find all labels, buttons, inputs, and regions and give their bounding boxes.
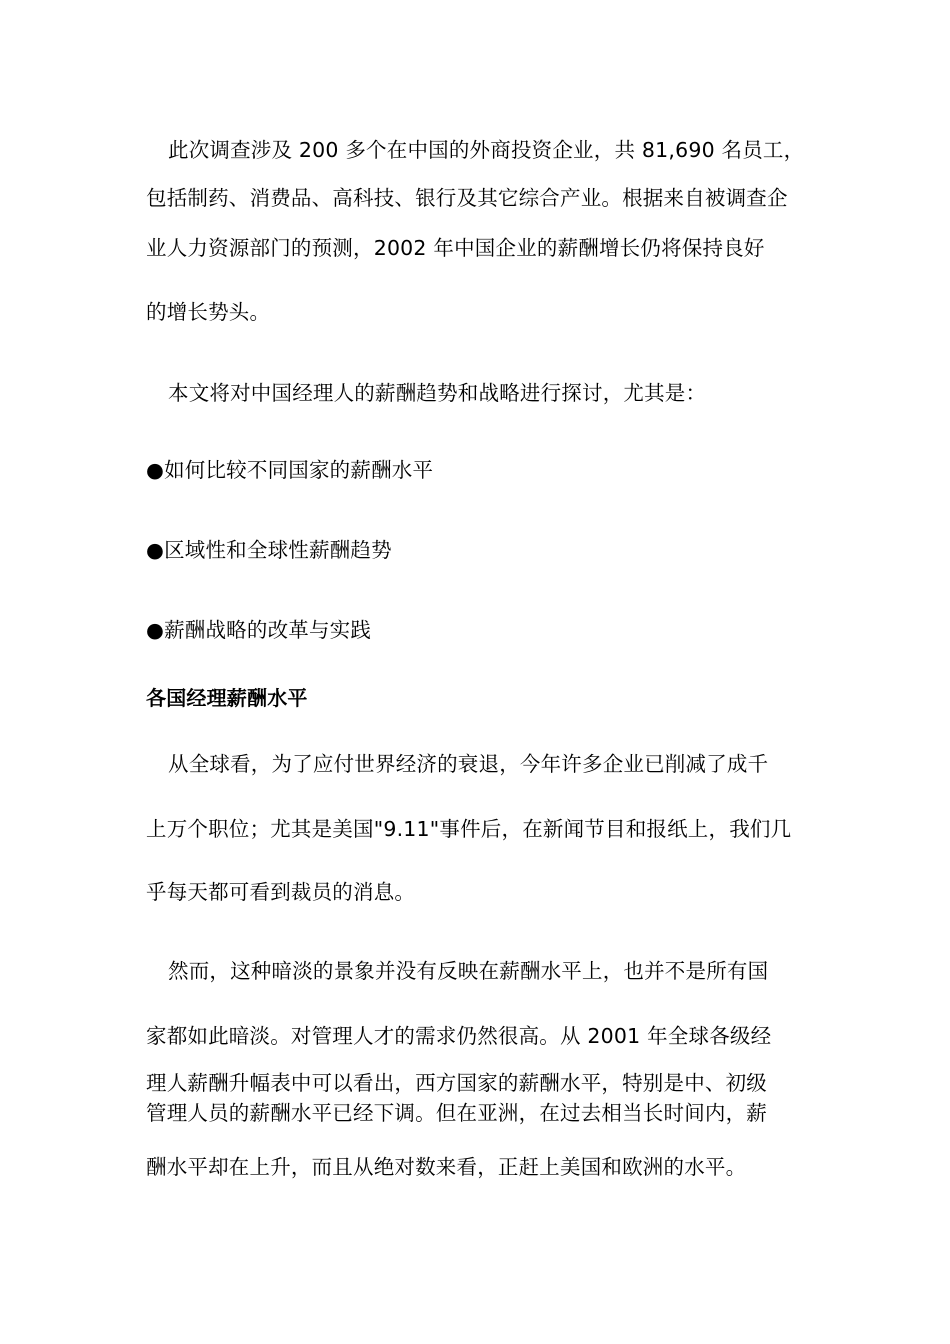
section-heading: 各国经理薪酬水平	[146, 686, 308, 710]
paragraph-1-line-1: 此次调查涉及 200 多个在中国的外商投资企业，共 81,690 名员工，	[168, 138, 805, 162]
paragraph-1-line-4: 的增长势头。	[146, 300, 271, 324]
paragraph-3-line-1: 从全球看，为了应付世界经济的衰退，今年许多企业已削减了成千	[168, 752, 769, 776]
paragraph-2: 本文将对中国经理人的薪酬趋势和战略进行探讨，尤其是：	[168, 381, 707, 405]
bullet-item-2: ●区域性和全球性薪酬趋势	[146, 538, 392, 562]
bullet-item-1: ●如何比较不同国家的薪酬水平	[146, 458, 434, 482]
paragraph-4-line-3: 理人薪酬升幅表中可以看出，西方国家的薪酬水平，特别是中、初级	[146, 1071, 767, 1095]
paragraph-1-line-2: 包括制药、消费品、高科技、银行及其它综合产业。根据来自被调查企	[146, 186, 788, 210]
paragraph-4-line-5: 酬水平却在上升，而且从绝对数来看，正赶上美国和欧洲的水平。	[146, 1155, 747, 1179]
paragraph-3-line-3: 乎每天都可看到裁员的消息。	[146, 880, 416, 904]
bullet-item-3: ●薪酬战略的改革与实践	[146, 618, 372, 642]
paragraph-4-line-2: 家都如此暗淡。对管理人才的需求仍然很高。从 2001 年全球各级经	[146, 1024, 772, 1048]
paragraph-4-line-4: 管理人员的薪酬水平已经下调。但在亚洲，在过去相当长时间内，薪	[146, 1101, 767, 1125]
paragraph-1-line-3: 业人力资源部门的预测，2002 年中国企业的薪酬增长仍将保持良好	[146, 236, 765, 260]
paragraph-3-line-2: 上万个职位；尤其是美国"9.11"事件后，在新闻节目和报纸上，我们几	[146, 817, 792, 841]
paragraph-4-line-1: 然而，这种暗淡的景象并没有反映在薪酬水平上，也并不是所有国	[168, 959, 769, 983]
